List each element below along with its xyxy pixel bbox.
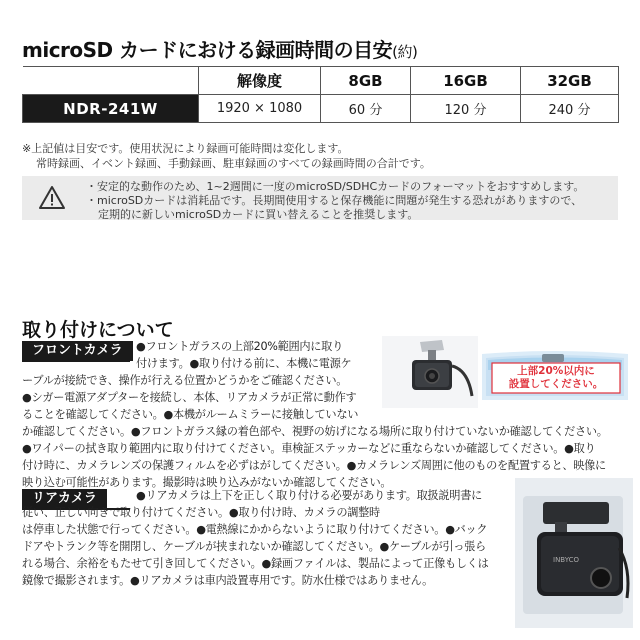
rear-text-5: れる場合、余裕をもたせて引き回してください。●録画ファイルは、製品によって正像もしくは (22, 557, 489, 570)
front-text-3: ーブルが接続でき、操作が行える位置かどうかをご確認ください。 (22, 374, 348, 387)
table-cell-model: NDR-241W (23, 95, 199, 123)
table-header-8gb: 8GB (321, 67, 411, 95)
callout-line-2: 設置してください。 (508, 378, 604, 390)
front-text-9: 映り込む可能性があります。撮影時は映り込みがないか確認してください。 (22, 476, 392, 489)
front-text-8: 付け時に、カメラレンズの保護フィルムを必ずはがしてください。●カメラレンズ周囲に他のものを配置すると、映像に (22, 459, 606, 472)
front-text-4: ●シガー電源アダプターを接続し、本体、リアカメラが正常に動作す (22, 391, 357, 404)
table-cell-16gb: 120 分 (411, 95, 521, 123)
title-suffix: (約) (392, 43, 418, 61)
note-line-1: ※上記値は目安です。使用状況により録画可能時間は変化します。 (22, 142, 349, 155)
rear-text-1: ●リアカメラは上下を正しく取り付ける必要があります。取扱説明書に (136, 489, 482, 502)
callout-line-1: 上部20%以内に (517, 365, 595, 377)
warning-line-1: ・安定的な動作のため、1~2週間に一度のmicroSD/SDHCカードのフォーマットをおすすめします。 (86, 180, 585, 193)
recording-time-table (22, 66, 619, 123)
rear-camera-photo (515, 478, 633, 628)
table-header-row (23, 67, 619, 95)
front-label-underline (22, 360, 130, 362)
warning-line-2: ・microSDカードは消耗品です。長期間使用すると保存機能に問題が発生する恐れがありますので、 (86, 194, 583, 207)
table-cell-32gb: 240 分 (521, 95, 619, 123)
table-row (23, 95, 619, 123)
table-header-resolution: 解像度 (199, 67, 321, 95)
title-text: microSD カードにおける録画時間の目安 (22, 38, 393, 62)
windshield-callout (492, 365, 620, 391)
table-header-blank (23, 67, 199, 95)
note-line-2: 常時録画、イベント録画、手動録画、駐車録画のすべての録画時間の合計です。 (36, 157, 431, 170)
table-cell-resolution: 1920 × 1080 (199, 95, 321, 123)
rear-text-2: 従い、正しい向きで取り付けてください。●取り付け時、カメラの調整時 (22, 506, 380, 519)
section-title (22, 34, 417, 63)
rear-text-6: 鏡像で撮影されます。●リアカメラは車内設置専用です。防水仕様ではありません。 (22, 574, 434, 587)
table-header-32gb: 32GB (521, 67, 619, 95)
table-header-16gb: 16GB (411, 67, 521, 95)
front-text-2: 付けます。●取り付ける前に、本機に電源ケ (136, 357, 352, 370)
rear-text-3: は停車した状態で行ってください。●電熱線にかからないように取り付けてください。●バック (22, 523, 488, 536)
warning-line-3: 定期的に新しいmicroSDカードに買い替えることを推奨します。 (98, 208, 419, 221)
front-text-5: ることを確認してください。●本機がルームミラーに接触していない (22, 408, 359, 421)
front-text-6: か確認してください。●フロントガラス縁の着色部や、視野の妨げになる場所に取り付けていないか確認してください。 (22, 425, 608, 438)
front-text-7: ●ワイパーの拭き取り範囲内に取り付けてください。車検証ステッカーなどに重ならないか確認してください。●取り (22, 442, 596, 455)
warning-icon (38, 184, 66, 212)
front-text-1: ●フロントガラスの上部20%範囲内に取り (136, 340, 343, 353)
rear-device-logo: INBYCO (553, 556, 580, 564)
front-camera-label: フロントカメラ (22, 341, 133, 361)
front-camera-photo (382, 336, 478, 408)
rear-camera-label: リアカメラ (22, 489, 107, 509)
rear-text-4: ドアやトランク等を開閉し、ケーブルが挟まれないか確認してください。●ケーブルが引っ張ら (22, 540, 486, 553)
install-title: 取り付けについて (22, 319, 174, 341)
table-cell-8gb: 60 分 (321, 95, 411, 123)
warning-box (22, 176, 618, 220)
